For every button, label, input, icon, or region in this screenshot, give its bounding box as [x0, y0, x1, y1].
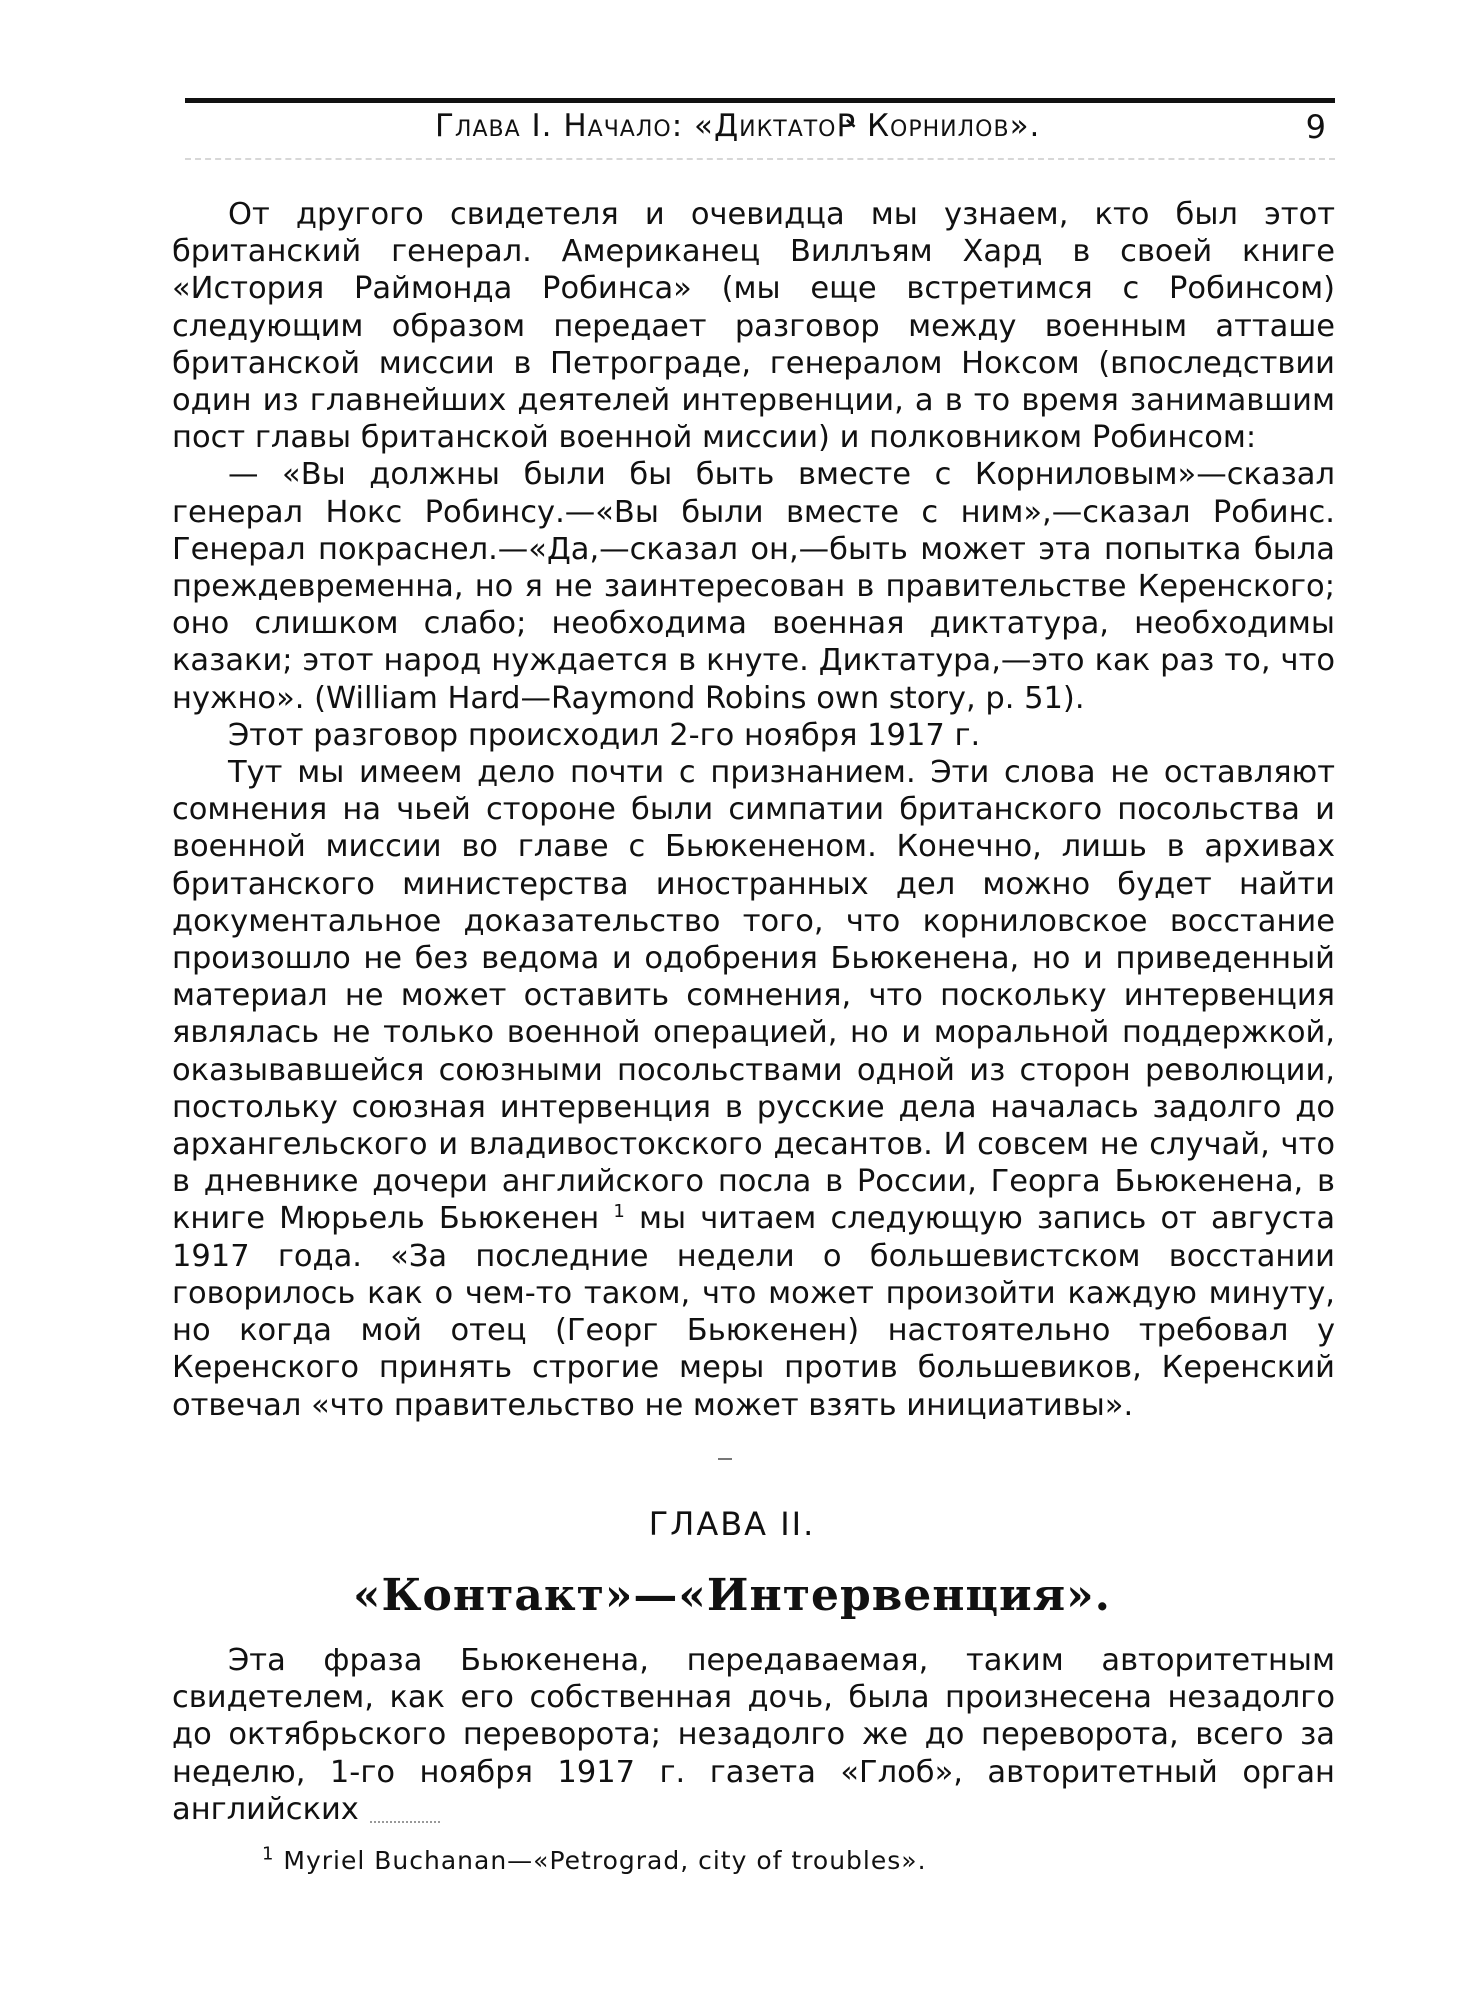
chapter-text: [172, 1642, 1335, 1828]
paragraph-4-tail: мы читаем следующую запись от августа 1917 года. «За последние недели о большевистском восстании говорилось как о чем-то таком, что может произойти каждую минуту, но когда мой отец (Георг Бьюкенен) настоятельно требовал у Керенского принять строгие меры против большевиков, Керенский отвечал «что правительство не может взять инициативы».: [172, 1201, 1336, 1423]
footnote: [262, 1843, 927, 1875]
body-text: [172, 196, 1335, 1424]
paragraph-4: [172, 754, 1335, 1424]
footnote-text: Myriel Buchanan—«Petrograd, city of troubles».: [283, 1846, 927, 1875]
paragraph-2: — «Вы должны были бы быть вместе с Корниловым»—сказал генерал Нокс Робинсу.—«Вы были вместе с ним»,—сказал Робинс. Генерал покраснел.—«Да,—сказал он,—быть может эта попытка была преждевременна, но я не заинтересован в правительстве Керенского; оно слишком слабо; необходима военная диктатура, необходимы казаки; этот народ нуждается в кнуте. Диктатура,—это как раз то, что нужно». (William Hard—Raymond Robins own story, p. 51).: [172, 457, 1335, 716]
chapter-label: ГЛАВА II.: [648, 1505, 816, 1543]
chapter-title: «Контакт»—«Интервенция».: [353, 1570, 1111, 1621]
paragraph-1: От другого свидетеля и очевидца мы узнаем, кто был этот британский генерал. Американец Виллъям Хард в своей книге «История Раймонда Робинса» (мы еще встретимся с Робинсом) следующим образом передает разговор между военным атташе британской миссии в Петрограде, генералом Ноксом (впоследствии один из главнейших деятелей интервенции, а в то время занимавшим пост главы британской военной миссии) и полковником Робинсом:: [172, 197, 1335, 456]
section-separator: [718, 1458, 732, 1460]
page-number: 9: [1305, 108, 1327, 146]
paragraph-4-text: Тут мы имеем дело почти с признанием. Эти слова не оставляют сомнения на чьей стороне были симпатии британского посольства и военной миссии во главе с Бьюкененом. Конечно, лишь в архивах британского министерства иностранных дел можно будет найти документальное доказательство того, что корниловское восстание произошло не без ведома и одобрения Бьюкенена, но и приведенный материал не может оставить сомнения, что поскольку интервенция являлась не только военной операцией, но и моральной поддержкой, оказывавшейся союзными посольствами одной из сторон революции, постольку союзная интервенция в русские дела началась задолго до архангельского и владивостокского десантов. И совсем не случай, что в дневнике дочери английского посла в России, Георга Бьюкенена, в книге Мюрьель Бьюкенен: [172, 755, 1335, 1237]
running-title: Глава I. Начало: «ДиктатоҎ Корнилов».: [435, 108, 1041, 144]
footnote-marker: 1: [262, 1843, 275, 1865]
running-header: [185, 108, 1335, 152]
footnote-rule: [370, 1821, 440, 1823]
paragraph-3: Этот разговор происходил 2-го ноября 1917 г.: [228, 717, 981, 753]
chapter-paragraph-1: Эта фраза Бьюкенена, передаваемая, таким авторитетным свидетелем, как его собственная дочь, была произнесена незадолго до октябрьского переворота; незадолго же до переворота, всего за неделю, 1-го ноября 1917 г. газета «Глоб», авторитетный орган английских: [172, 1643, 1335, 1827]
header-underline: [185, 158, 1335, 160]
footnote-reference: 1: [613, 1201, 625, 1223]
header-rule: [185, 98, 1335, 103]
